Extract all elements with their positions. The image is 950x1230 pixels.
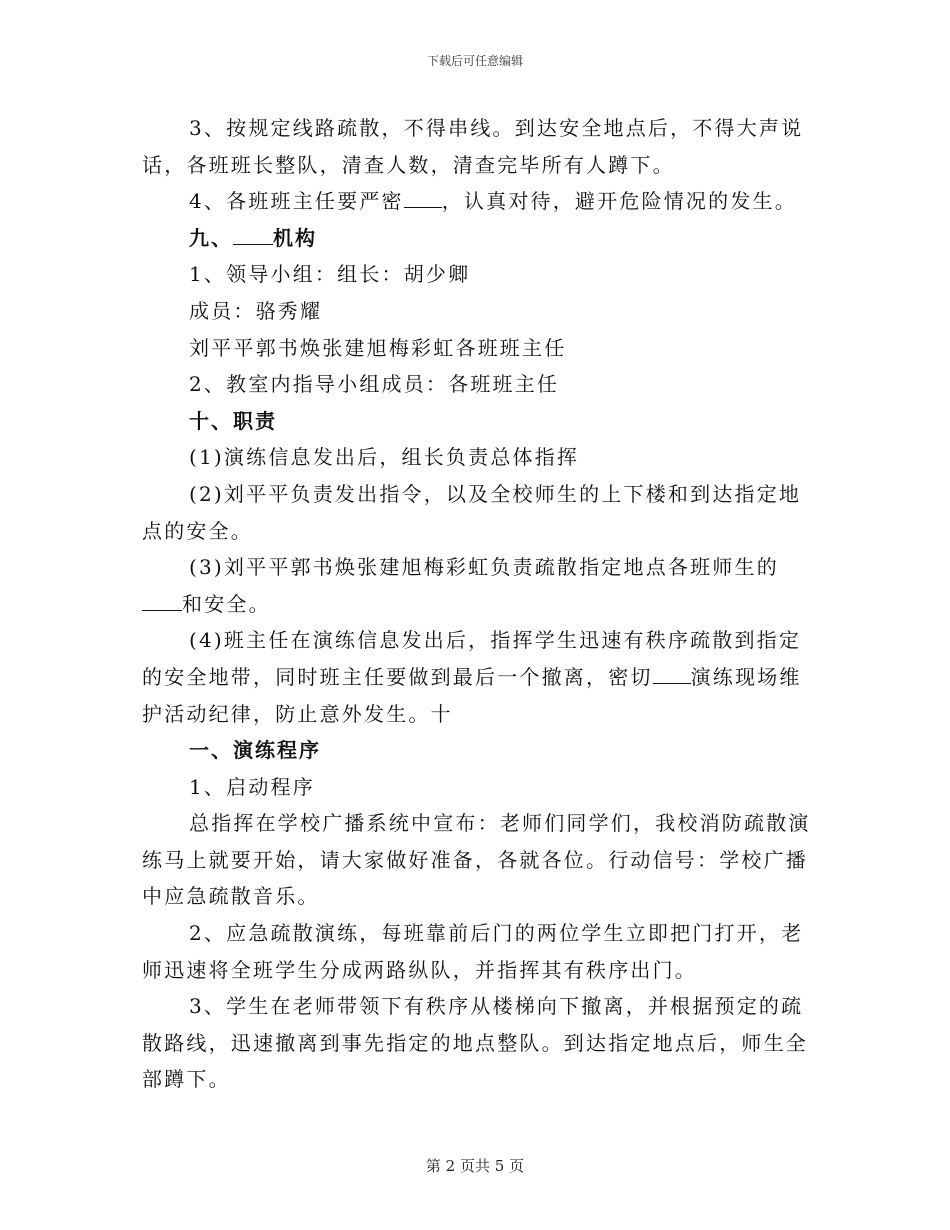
paragraph-duty-3: [142, 549, 812, 622]
paragraph-leader-group: 1、领导小组：组长：胡少卿: [189, 262, 471, 287]
paragraph-announcement: 总指挥在学校广播系统中宣布：老师们同学们，我校消防疏散演练马上就要开始，请大家做好准备，各就各位。行动信号：学校广播中应急疏散音乐。: [142, 811, 811, 909]
text-fragment: 演练现场维护活动纪律，防止意外发生。十: [142, 664, 802, 726]
page-number: 第 2 页共 5 页: [425, 1157, 525, 1175]
paragraph-member-names: 刘平平郭书焕张建旭梅彩虹各班班主任: [189, 335, 567, 360]
fill-in-blank: [404, 187, 442, 208]
section-heading-duties: 十、职责: [189, 408, 277, 433]
text-fragment: (3)刘平平郭书焕张建旭梅彩虹负责疏散指定地点各班师生的: [189, 555, 779, 580]
text-fragment: ，认真对待，避开危险情况的发生。: [441, 189, 797, 214]
fill-in-blank: [653, 663, 691, 684]
fill-in-blank: [233, 224, 273, 245]
page-header-note: 下载后可任意编辑: [426, 54, 523, 68]
text-fragment: 4、各班班主任要严密: [189, 189, 404, 214]
paragraph-evacuation-route: 3、按规定线路疏散，不得串线。到达安全地点后，不得大声说话，各班班长整队，清查人数，清查完毕所有人蹲下。: [142, 116, 804, 177]
paragraph-stair-evacuation: 3、学生在老师带领下有秩序从楼梯向下撤离，并根据预定的疏散路线，迅速撤离到事先指定的地点整队。到达指定地点后，师生全部蹲下。: [142, 994, 808, 1092]
text-fragment: 九、: [189, 225, 233, 250]
section-heading-procedure: 一、演练程序: [189, 738, 321, 763]
paragraph-classroom-group: 2、教室内指导小组成员：各班班主任: [189, 372, 560, 397]
paragraph-members: 成员：骆秀耀: [189, 298, 323, 323]
section-heading-organization: [142, 220, 812, 257]
paragraph-start-procedure: 1、启动程序: [189, 774, 315, 799]
paragraph-duty-2: (2)刘平平负责发出指令，以及全校师生的上下楼和到达指定地点的安全。: [142, 481, 802, 543]
text-fragment: 和安全。: [182, 591, 271, 616]
text-fragment: (4)班主任在演练信息发出后，指挥学生迅速有秩序疏散到指定的安全地带，同时班主任要做到最后一个撤离，密切: [142, 628, 802, 689]
text-fragment: 机构: [273, 225, 317, 250]
paragraph-duty-1: (1)演练信息发出后，组长负责总体指挥: [189, 445, 580, 470]
paragraph-teacher-duty: [142, 183, 812, 220]
fill-in-blank: [142, 590, 182, 611]
document-body: [142, 110, 812, 1098]
paragraph-evacuation-drill: 2、应急疏散演练，每班靠前后门的两位学生立即把门打开，老师迅速将全班学生分成两路纵队，并指挥其有秩序出门。: [142, 921, 804, 982]
paragraph-duty-4: [142, 622, 812, 732]
